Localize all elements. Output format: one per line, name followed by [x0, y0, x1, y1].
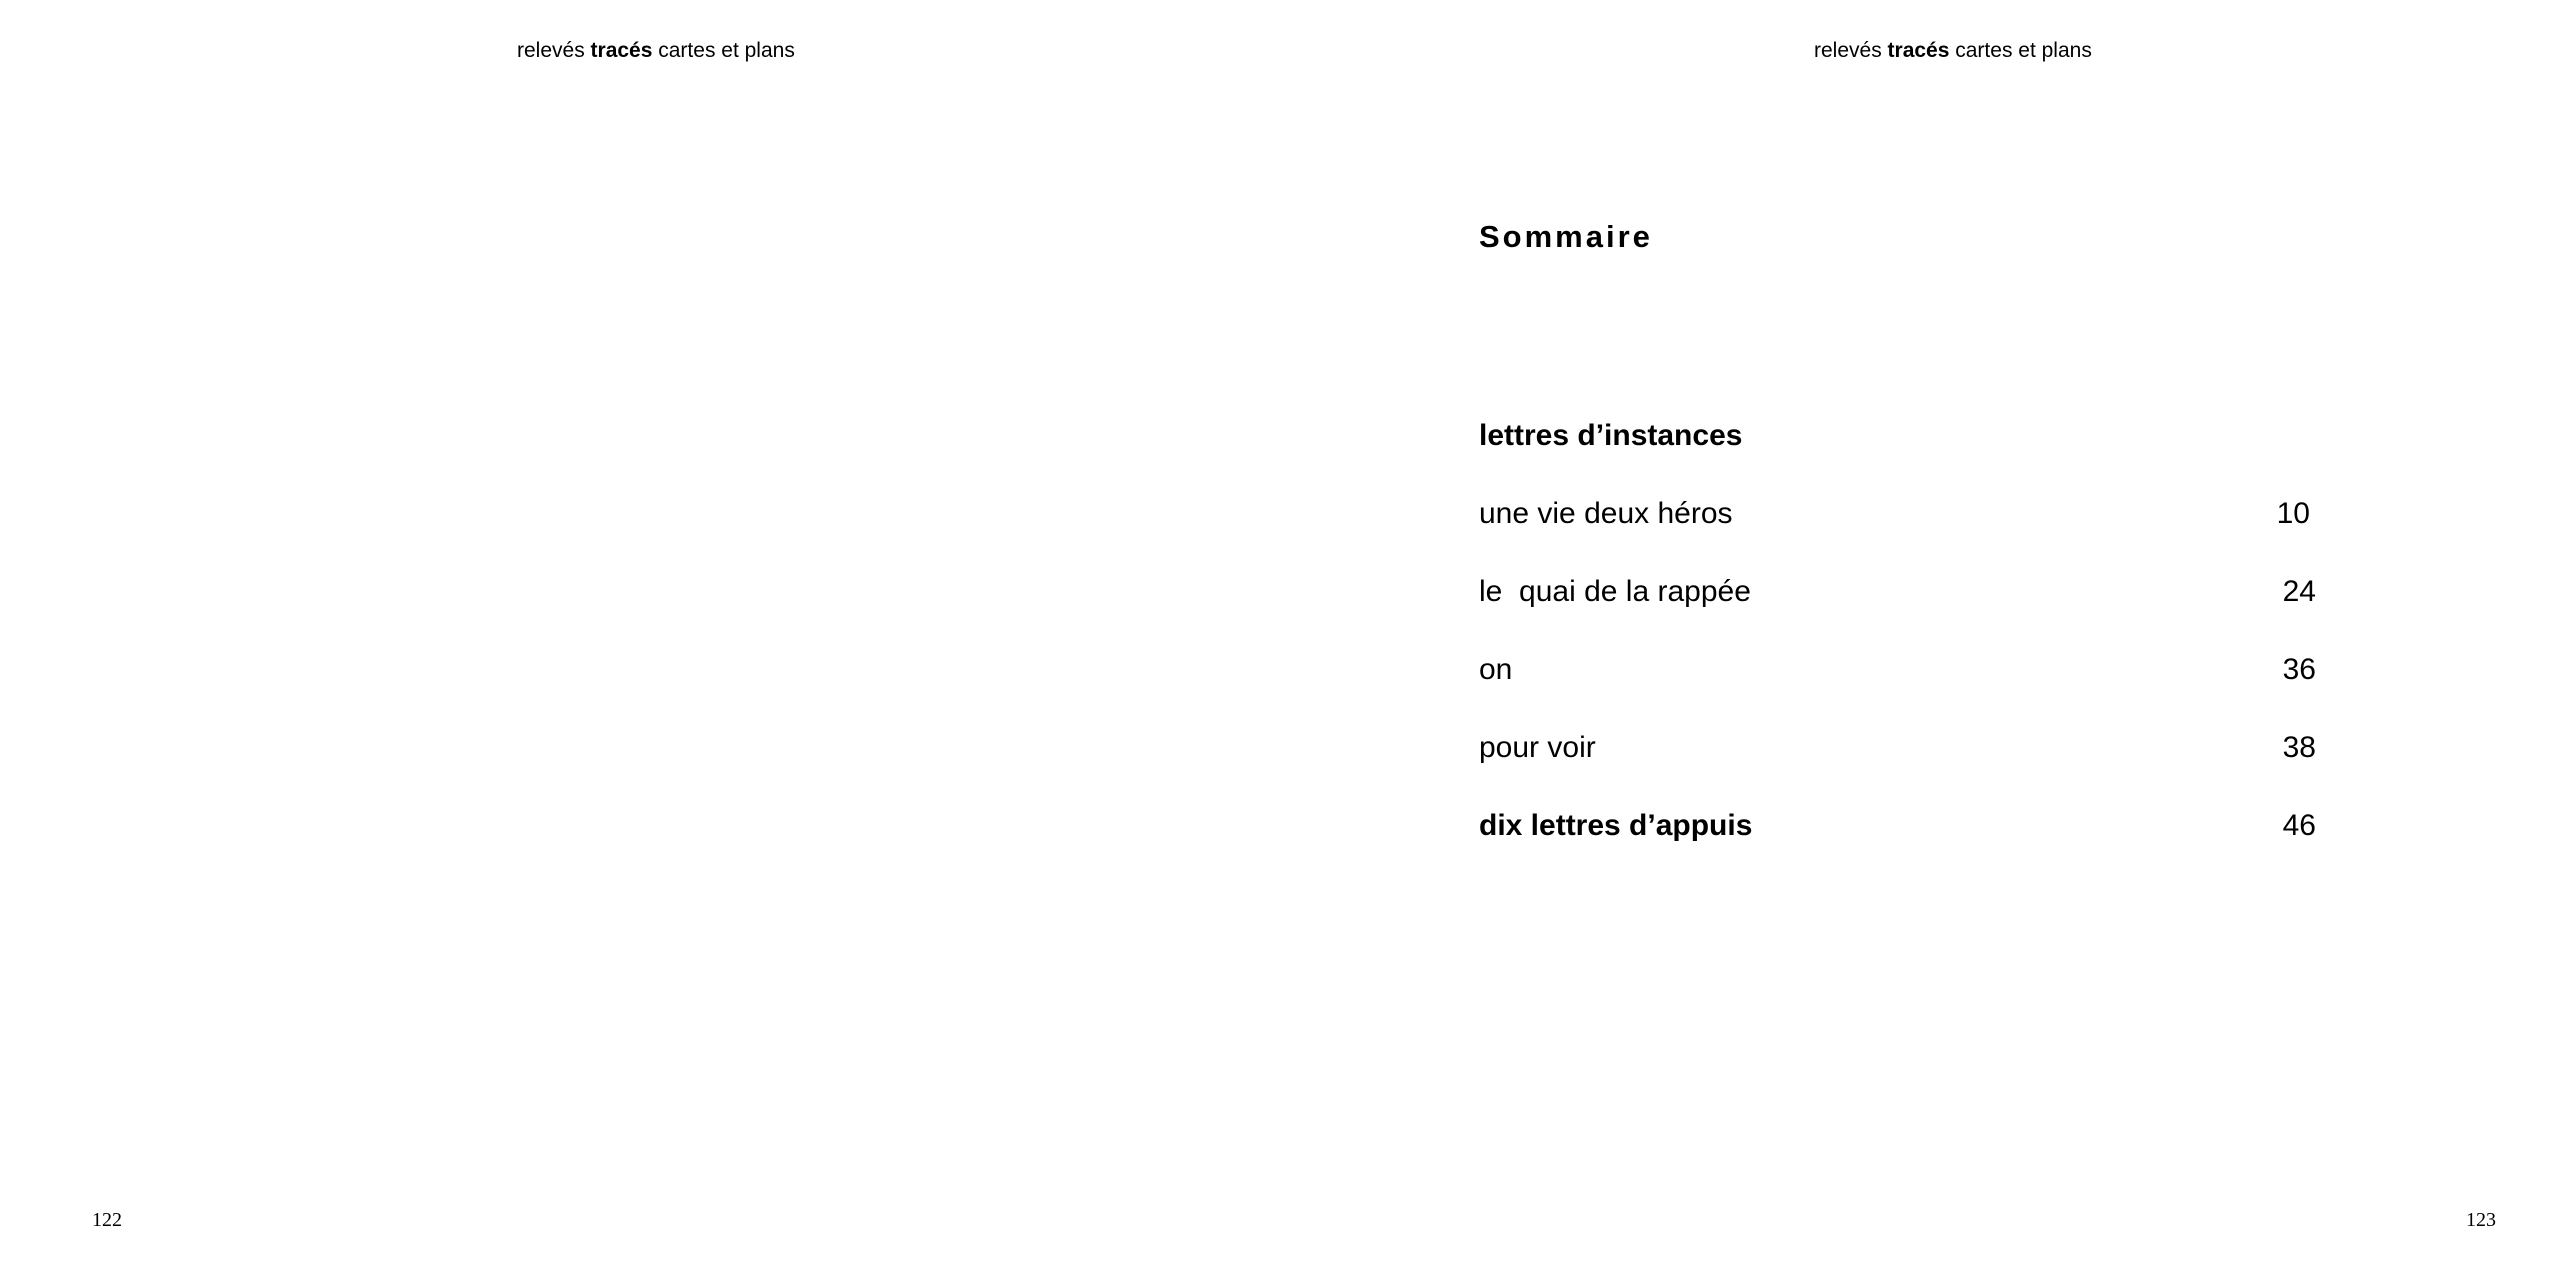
toc-entry-page: 10 — [2276, 497, 2310, 530]
toc-entry-label: une vie deux héros — [1479, 497, 1733, 530]
toc-entry-label: on — [1479, 653, 1513, 686]
toc-entry-label: dix lettres d’appuis — [1479, 809, 1753, 842]
running-head-text: relevés — [517, 39, 591, 62]
page-number: 123 — [2466, 1209, 2496, 1231]
running-head — [517, 38, 795, 64]
toc-entry — [1479, 729, 2316, 769]
page-number: 122 — [92, 1209, 122, 1231]
toc-entry-section — [1479, 807, 2316, 847]
running-head-bold-text: tracés — [1887, 39, 1950, 62]
toc-title: Sommaire — [1479, 219, 1653, 254]
running-head-text: cartes et plans — [652, 39, 795, 62]
toc-entry — [1479, 495, 2316, 535]
toc-entry-page: 38 — [2282, 731, 2316, 764]
running-head-bold-text: tracés — [590, 39, 653, 62]
toc-entry — [1479, 573, 2316, 613]
toc-entry-page: 36 — [2282, 653, 2316, 686]
toc-entry-page: 24 — [2282, 575, 2316, 608]
toc-entry-label: le quai de la rappée — [1479, 575, 1751, 608]
right-page — [1280, 0, 2560, 1280]
toc-section-heading: lettres d’instances — [1479, 419, 1743, 452]
toc-entry — [1479, 651, 2316, 691]
running-head — [1814, 38, 2092, 64]
toc-entry-page: 46 — [2282, 809, 2316, 842]
toc-entry-label: pour voir — [1479, 731, 1596, 764]
running-head-text: cartes et plans — [1949, 39, 2092, 62]
running-head-text: relevés — [1814, 39, 1888, 62]
